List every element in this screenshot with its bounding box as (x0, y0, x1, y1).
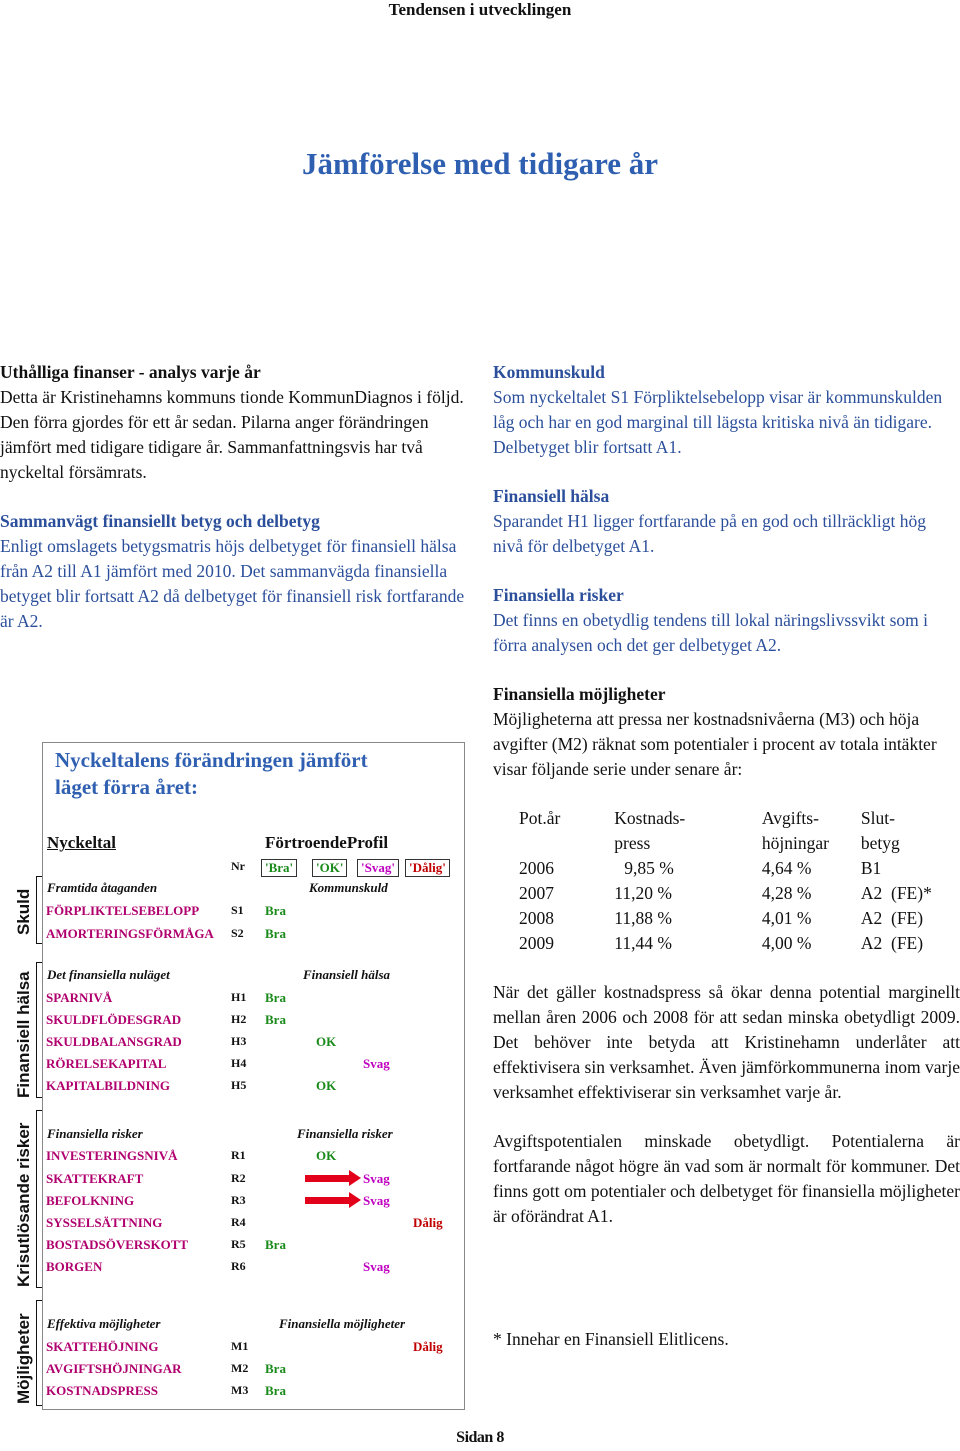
grade: Svag (363, 1193, 390, 1208)
paragraph: Avgiftspotentialen minskade obetydligt. Potentialerna är fortfarande något högre än vad som är normalt för kommuner. Det finns gott om potentialer och delbetyget för finansiella möjligheter är oförändrat A1. (493, 1131, 960, 1226)
page-header: Tendensen i utvecklingen (388, 0, 572, 19)
header-cell: Avgifts- höjningar (761, 808, 829, 853)
grade-header-dalig: 'Dålig' (405, 859, 450, 877)
grade-header-svag: 'Svag' (357, 859, 399, 877)
side-label-risker: Krisutlösande risker (14, 1122, 33, 1287)
page-title: Jämförelse med tidigare år (301, 146, 659, 181)
header-cell: Kostnads- press (614, 808, 686, 853)
table-row: BOSTADSÖVERSKOTT R5 Bra (46, 1237, 286, 1252)
table-row: INVESTERINGSNIVÅ R1 OK (46, 1148, 337, 1163)
table-row: 2006 9,85 % 4,64 % B1 (519, 858, 882, 878)
grade-header-bra: 'Bra' (261, 859, 297, 877)
table-row: SYSSELSÄTTNING R4 Dålig (46, 1215, 443, 1230)
section-heading: Uthålliga finanser - analys varje år (0, 362, 261, 382)
section-text: Möjligheterna att pressa ner kostnadsnivåerna (M3) och höja avgifter (M2) räknat som potentialer i procent av totala intäkter visar följande serie under senare år: (493, 709, 937, 779)
col-header-profil: FörtroendeProfil (265, 833, 389, 852)
table-row: AVGIFTSHÖJNINGAR M2 Bra (46, 1361, 286, 1376)
section-heading: Finansiell hälsa (493, 486, 610, 506)
section-text: Det finns en obetydlig tendens till lokal näringslivssvikt som i förra analysen och det ger delbetyget A2. (493, 610, 929, 655)
right-lower-text (493, 980, 960, 1253)
section-label: Kommunskuld (309, 880, 388, 895)
table-row: KOSTNADSPRESS M3 Bra (46, 1383, 286, 1398)
section-text: Enligt omslagets betygsmatris höjs delbetyget för finansiell hälsa från A2 till A1 jämfört med 2010. Det sammanvägda finansiella betyget blir fortsatt A2 då delbetyget för finansiell risk fortfarande är A2. (0, 536, 465, 631)
section-label: Finansiell hälsa (303, 967, 391, 982)
grade: OK (316, 1078, 337, 1093)
section-text: Som nyckeltalet S1 Förpliktelsebelopp visar är kommunskulden låg och har en god marginal till lägsta kritiska nivå än tidigare. Delbetyget blir fortsatt A1. (493, 387, 943, 457)
table-row: SKULDBALANSGRAD H3 OK (46, 1034, 337, 1049)
table-row: 2009 11,44 % 4,00 % A2 (FE) (519, 933, 924, 953)
table-row: SKATTEHÖJNING M1 Dålig (46, 1339, 443, 1354)
table-row: BEFOLKNING R3 Svag (46, 1193, 390, 1208)
grade: OK (316, 1148, 337, 1163)
table-row: BORGEN R6 Svag (46, 1259, 390, 1274)
right-column (493, 360, 960, 806)
section-text: Detta är Kristinehamns kommuns tionde KommunDiagnos i följd. Den förra gjordes för ett år sedan. Pilarna anger förändringen jämfört med tidigare tidigare år. Sammanfattningsvis har två nyckeltal försämrats. (0, 387, 464, 482)
footnote: * Innehar en Finansiell Elitlicens. (493, 1329, 729, 1349)
section-heading: Finansiella risker (493, 585, 624, 605)
grade: Svag (363, 1056, 390, 1071)
grade: Bra (265, 903, 286, 918)
grade: Bra (265, 1012, 286, 1027)
grade: Bra (265, 926, 286, 941)
grade: Dålig (413, 1339, 443, 1354)
paragraph: När det gäller kostnadspress så ökar denna potential marginellt mellan åren 2006 och 2008 för att sedan minska obetydligt 2009. Det behöver inte betyda att Kristinehamn underlåter att effektivisera sin verksamhet. Även jämförkommunerna inom varje verksamhet effektiviserar sin verksamhet varje år. (493, 982, 960, 1102)
grade: Dålig (413, 1215, 443, 1230)
grade: Bra (265, 990, 286, 1005)
side-label-mojligheter: Möjligheter (14, 1313, 33, 1404)
table-row: KAPITALBILDNING H5 OK (46, 1078, 337, 1093)
table-row: SPARNIVÅ H1 Bra (46, 990, 286, 1005)
table-row: SKULDFLÖDESGRAD H2 Bra (46, 1012, 286, 1027)
worse-arrow-icon (305, 1197, 351, 1204)
grade-header-row (43, 855, 466, 877)
grade: Bra (265, 1383, 286, 1398)
box-title: Nyckeltalens förändringen jämfört läget förra året: (55, 748, 368, 799)
table-row: AMORTERINGSFÖRMÅGA S2 Bra (46, 926, 286, 941)
grade-header-ok: 'OK' (312, 859, 347, 877)
section-text: Sparandet H1 ligger fortfarande på en god och tillräckligt hög nivå för delbetyget A1. (493, 511, 926, 556)
grade: Svag (363, 1171, 390, 1186)
header-cell: Slut- betyg (860, 808, 900, 853)
left-column (0, 360, 470, 658)
header-cell: Pot.år (519, 808, 561, 828)
section-label: Det finansiella nuläget (47, 967, 170, 982)
section-heading: Sammanvägt finansiellt betyg och delbetyg (0, 511, 320, 531)
potential-table (519, 806, 960, 956)
grade: Bra (265, 1361, 286, 1376)
table-row: 2007 11,20 % 4,28 % A2 (FE)* (519, 883, 932, 903)
col-header-nr: Nr (231, 859, 245, 873)
section-heading: Finansiella möjligheter (493, 684, 666, 704)
nyckeltal-box (42, 742, 465, 1410)
worse-arrow-icon (305, 1175, 351, 1182)
section-label: Finansiella risker (47, 1126, 143, 1141)
table-header-row (519, 806, 960, 856)
section-label: Finansiella risker (297, 1126, 393, 1141)
section-label: Finansiella möjligheter (279, 1316, 406, 1331)
page-number: Sidan 8 (456, 1429, 504, 1446)
grade: Svag (363, 1259, 390, 1274)
side-label-skuld: Skuld (14, 888, 33, 935)
side-label-finansiell-halsa: Finansiell hälsa (14, 971, 33, 1098)
grade: Bra (265, 1237, 286, 1252)
table-row: RÖRELSEKAPITAL H4 Svag (46, 1056, 390, 1071)
grade: OK (316, 1034, 337, 1049)
table-row: SKATTEKRAFT R2 Svag (46, 1171, 390, 1186)
table-row: 2008 11,88 % 4,01 % A2 (FE) (519, 908, 924, 928)
section-heading: Kommunskuld (493, 362, 605, 382)
col-header-nyckeltal: Nyckeltal (47, 833, 116, 852)
section-label: Framtida åtaganden (47, 880, 158, 895)
table-row: FÖRPLIKTELSEBELOPP S1 Bra (46, 903, 286, 918)
section-label: Effektiva möjligheter (47, 1316, 161, 1331)
